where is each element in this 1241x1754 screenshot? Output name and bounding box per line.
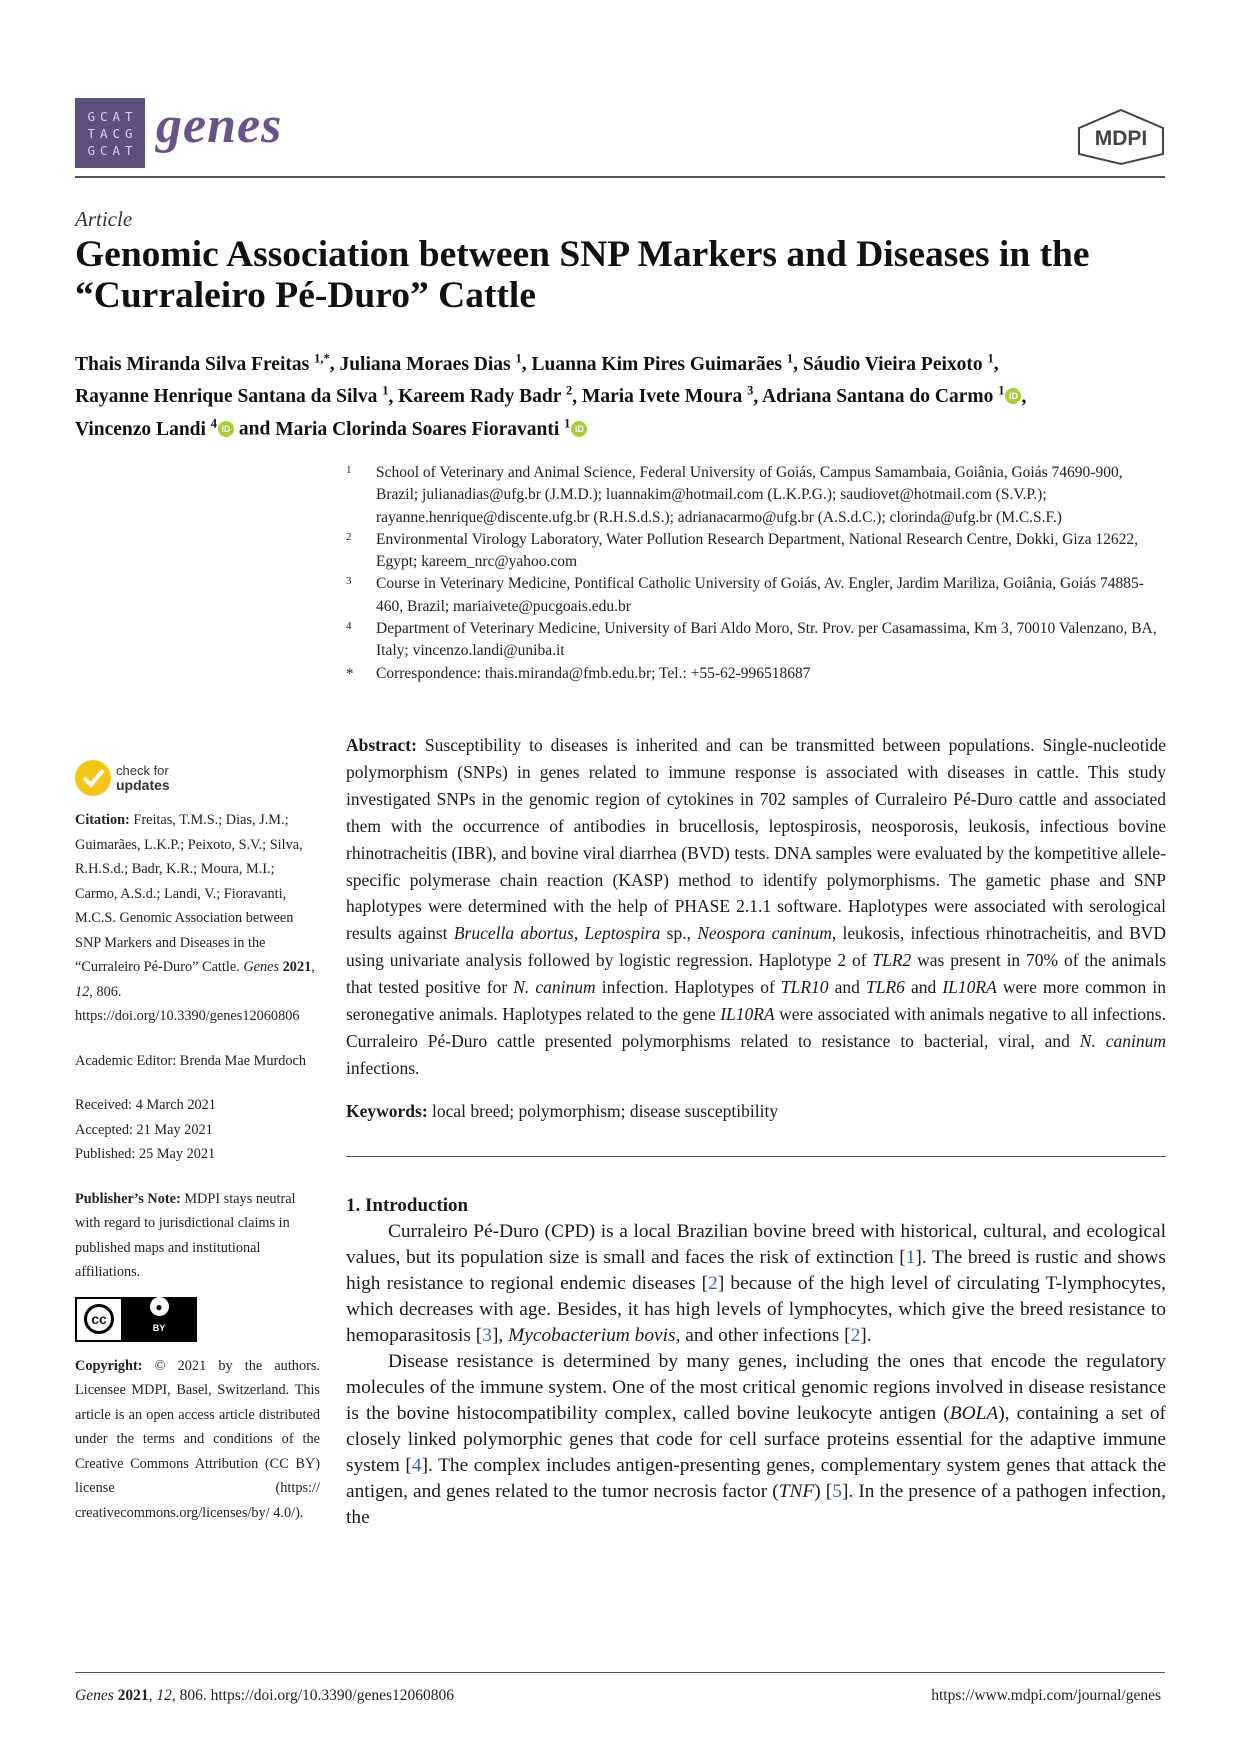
- author[interactable]: Maria Ivete Moura $^3$: [581, 383, 754, 407]
- check-for-updates-button[interactable]: [75, 760, 320, 796]
- author[interactable]: Vincenzo Landi $^4$ iD: [75, 419, 234, 440]
- copyright-block: Copyright: © 2021 by the authors. Licensee MDPI, Basel, Switzerland. This article is an open access article distributed under the terms and conditions of the Creative Commons Attribution (CC BY) license (https:// creativecommons.org/licenses/by/ 4.0/).: [75, 1357, 320, 1521]
- section-heading: 1. Introduction: [346, 1194, 469, 1216]
- section-divider: [346, 1156, 1166, 1157]
- citation-journal: Genes: [243, 959, 280, 975]
- author[interactable]: Sáudio Vieira Peixoto $^1$: [802, 351, 994, 375]
- author[interactable]: Kareem Rady Badr $^2$: [398, 383, 573, 407]
- sidebar: [75, 760, 320, 1545]
- footer-journal-url[interactable]: https://www.mdpi.com/journal/genes: [931, 1687, 1161, 1704]
- citation-text: Freitas, T.M.S.; Dias, J.M.; Guimarães, L.K.P.; Peixoto, S.V.; Silva, R.H.S.d.; Badr, K.R.; Moura, M.I.; Carmo, A.S.d.; Landi, V.; Fioravanti, M.C.S. Genomic Association between SNP Markers and Diseases in the “Curraleiro Pé-Duro” Cattle.: [75, 812, 303, 975]
- article-title: Genomic Association between SNP Markers and Diseases in the “Curraleiro Pé-Duro” Cattle: [75, 234, 1090, 316]
- keywords: [346, 1098, 1166, 1125]
- author[interactable]: Adriana Santana do Carmo $^1$ iD: [762, 386, 1021, 407]
- affiliations: [346, 462, 1166, 685]
- logo-line-1: GCAT: [87, 108, 138, 124]
- mdpi-logo-text: MDPI: [1094, 127, 1148, 150]
- check-updates-line1: check for: [116, 763, 169, 778]
- citation-link[interactable]: 2: [850, 1324, 861, 1346]
- author[interactable]: Luanna Kim Pires Guimarães $^1$: [531, 351, 794, 375]
- citation-link[interactable]: 3: [482, 1324, 492, 1346]
- citation-block: Citation: Freitas, T.M.S.; Dias, J.M.; Guimarães, L.K.P.; Peixoto, S.V.; Silva, R.H.S.d.; Badr, K.R.; Moura, M.I.; Carmo, A.S.d.; Landi, V.; Fioravanti, M.C.S. Genomic Association between SNP Markers and Diseases in the “Curraleiro Pé-Duro” Cattle. Genes 2021, 12, 806. https://doi.org/10.3390/genes12060806: [75, 812, 315, 1024]
- main-column: [346, 732, 1166, 1531]
- cc-icon: cc: [84, 1304, 114, 1334]
- citation-link[interactable]: 5: [832, 1480, 842, 1502]
- correspondence: * Correspondence: thais.miranda@fmb.edu.br; Tel.: +55-62-996518687: [346, 664, 811, 682]
- check-updates-icon: [75, 760, 111, 796]
- intro-paragraph-1: Curraleiro Pé-Duro (CPD) is a local Brazilian bovine breed with historical, cultural, and ecological values, but its population size is small and faces the risk of extinction [1]. The breed is rustic and shows high resistance to regional endemic diseases [2] because of the high level of circulating T-lymphocytes, which decreases with age. Besides, it has high levels of lymphocytes, which give the breed resistance to hemoparasitosis [3], Mycobacterium bovis, and other infections [2].: [346, 1220, 1166, 1346]
- received-date: Received: 4 March 2021: [75, 1097, 216, 1113]
- accepted-date: Accepted: 21 May 2021: [75, 1121, 213, 1138]
- logo-line-3: GCAT: [87, 142, 138, 158]
- citation-doi[interactable]: , 806. https://doi.org/10.3390/genes12060806: [75, 983, 300, 1024]
- footer-rule: [75, 1672, 1165, 1673]
- abstract-label: Abstract:: [346, 735, 417, 755]
- mdpi-logo: [1077, 108, 1165, 170]
- abstract: Abstract: Susceptibility to diseases is inherited and can be transmitted between populations. Single-nucleotide polymorphism (SNPs) in genes related to immune response is associated with diseases in cattle. This study investigated SNPs in the genomic region of cytokines in 702 samples of Curraleiro Pé-Duro cattle and associated them with the occurrence of antibodies in brucellosis, leptospirosis, neosporosis, leukosis, infectious bovine rhinotracheitis (IBR), and bovine viral diarrhea (BVD) tests. DNA samples were evaluated by the kompetitive allele-specific polymerase chain reaction (KASP) method to identify polymorphisms. The gametic phase and SNP haplotypes were determined with the help of PHASE 2.1.1 software. Haplotypes were associated with serological results against Brucella abortus, Leptospira sp., Neospora caninum, leukosis, infectious rhinotracheitis, and BVD using univariate analysis followed by logistic regression. Haplotype 2 of TLR2 was present in 70% of the animals that tested positive for N. caninum infection. Haplotypes of TLR10 and TLR6 and IL10RA were more common in seronegative animals. Haplotypes related to the gene IL10RA were associated with animals negative to all infections. Curraleiro Pé-Duro cattle presented polymorphisms related to resistance to bacterial, viral, and N. caninum infections.: [346, 735, 1167, 1078]
- orcid-icon[interactable]: iD: [218, 421, 234, 437]
- article-type: Article: [75, 207, 133, 231]
- author[interactable]: Juliana Moraes Dias $^1$: [339, 351, 522, 375]
- attribution-icon: ●: [150, 1297, 169, 1316]
- header-rule: [75, 176, 1165, 178]
- orcid-icon[interactable]: iD: [571, 421, 587, 437]
- academic-editor: Academic Editor: Brenda Mae Murdoch: [75, 1052, 307, 1069]
- footer-doi[interactable]: , 806. https://doi.org/10.3390/genes12060806: [171, 1687, 455, 1704]
- dates-block: [75, 1093, 320, 1167]
- affiliation: 3 Course in Veterinary Medicine, Pontifical Catholic University of Goiás, Av. Engler, Jardim Mariliza, Goiânia, Goiás 74885-460, Brazil; mariaivete@pucgoais.edu.br: [346, 575, 1144, 615]
- intro-paragraph-2: Disease resistance is determined by many genes, including the ones that encode the regulatory molecules of the immune system. One of the most critical genomic regions involved in disease resistance is the bovine histocompatibility complex, called bovine leukocyte antigen (BOLA), containing a set of closely linked polymorphic genes that code for cell surface proteins essential for the adaptive immune system [4]. The complex includes antigen-presenting genes, complementary system genes that attack the antigen, and genes related to the tumor necrosis factor (TNF) [5]. In the presence of a pathogen infection, the: [346, 1350, 1166, 1528]
- citation-link[interactable]: 2: [708, 1272, 718, 1294]
- cc-by-license-badge[interactable]: [75, 1297, 197, 1342]
- keywords-text: local breed; polymorphism; disease susceptibility: [432, 1100, 779, 1121]
- author[interactable]: Rayanne Henrique Santana da Silva $^1$: [75, 383, 389, 407]
- citation-year: 2021: [282, 959, 312, 975]
- journal-logo: [75, 98, 145, 168]
- affiliation: 2 Environmental Virology Laboratory, Water Pollution Research Department, National Research Centre, Dokki, Giza 12622, Egypt; kareem_nrc@yahoo.com: [346, 530, 1138, 571]
- author-list: Thais Miranda Silva Freitas $^{1,*}$, Juliana Moraes Dias $^1$, Luanna Kim Pires Guimarães $^1$, Sáudio Vieira Peixoto $^1$, Rayanne Henrique Santana da Silva $^1$, Kareem Rady Badr $^2$, Maria Ivete Moura $^3$, Adriana Santana do Carmo $^1$ iD , Vincenzo Landi $^4$ iD and Maria Clorinda Soares Fioravanti $^1$ iD: [75, 351, 1027, 440]
- citation-link[interactable]: 1: [905, 1246, 916, 1268]
- affiliation: 1 School of Veterinary and Animal Science, Federal University of Goiás, Campus Samambaia, Goiânia, Goiás 74690-900, Brazil; julianadias@ufg.br (J.M.D.); luannakim@hotmail.com (L.K.P.G.); saudiovet@hotmail.com (S.V.P.); rayanne.henrique@discente.ufg.br (R.H.S.d.S.); adrianacarmo@ufg.br (A.S.d.C.); clorinda@ufg.br (M.C.S.F.): [346, 464, 1123, 526]
- author[interactable]: Maria Clorinda Soares Fioravanti $^1$ iD: [275, 419, 587, 440]
- citation-label: Citation:: [75, 812, 130, 828]
- journal-name: genes: [156, 97, 283, 154]
- and-word: and: [238, 418, 271, 440]
- published-date: Published: 25 May 2021: [75, 1146, 216, 1162]
- by-label: BY: [152, 1323, 166, 1334]
- citation-link[interactable]: 4: [411, 1454, 422, 1476]
- logo-line-2: TACG: [87, 125, 138, 141]
- author[interactable]: Thais Miranda Silva Freitas $^{1,*}$: [75, 351, 330, 375]
- keywords-label: Keywords:: [346, 1100, 428, 1121]
- publisher-note: Publisher’s Note: MDPI stays neutral with regard to jurisdictional claims in published maps and institutional affiliations.: [75, 1190, 296, 1280]
- citation-volume: 12: [75, 983, 90, 1000]
- check-updates-line2: updates: [116, 777, 170, 793]
- footer-citation: Genes 2021, 12, 806. https://doi.org/10.3390/genes12060806: [75, 1687, 455, 1704]
- orcid-icon[interactable]: iD: [1005, 388, 1021, 404]
- affiliation: 4 Department of Veterinary Medicine, University of Bari Aldo Moro, Str. Prov. per Casamassima, Km 3, 70010 Valenzano, BA, Italy; vincenzo.landi@uniba.it: [346, 620, 1157, 660]
